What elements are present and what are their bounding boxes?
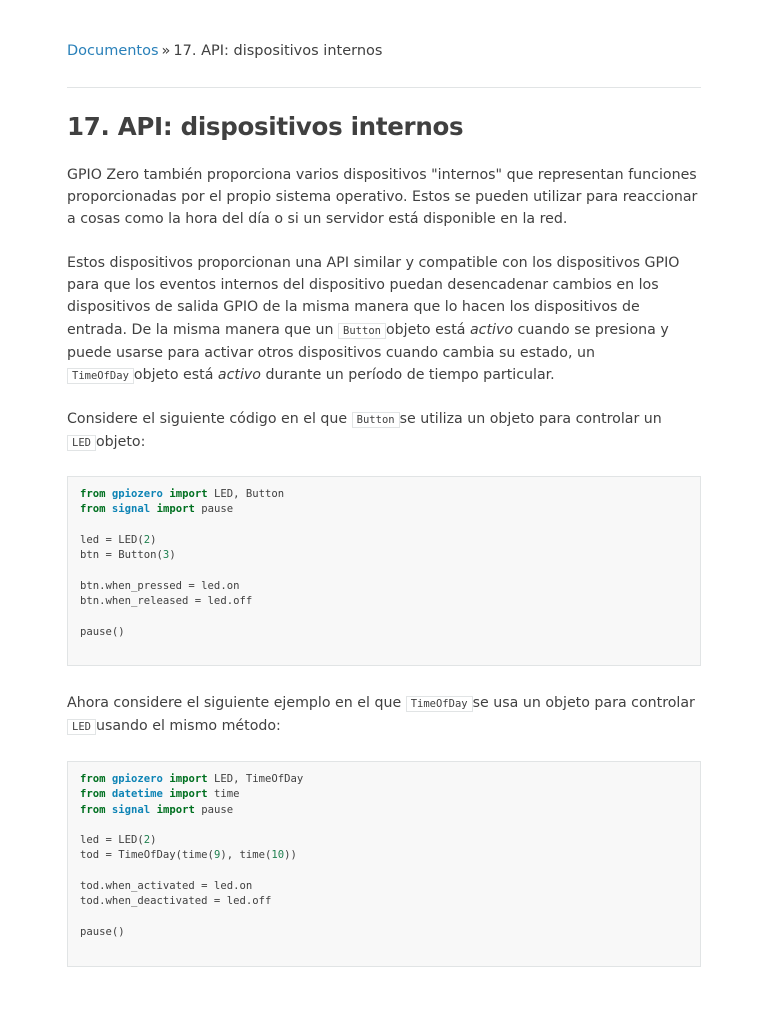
code-line: tod.when_deactivated = led.off — [80, 895, 272, 908]
code-blank-line — [80, 818, 688, 833]
code-line: tod.when_activated = led.on — [80, 880, 253, 893]
code-block-button-example[interactable] — [67, 476, 701, 666]
breadcrumb-home-link[interactable]: Documentos — [67, 43, 159, 59]
header-divider — [67, 87, 701, 88]
code-line: from datetime import time — [80, 788, 240, 801]
code-blank-line — [80, 640, 688, 655]
code-line: btn = Button(3) — [80, 549, 176, 562]
timeofday-code-literal: TimeOfDay — [406, 696, 473, 712]
code-blank-line — [80, 940, 688, 955]
code-line: from gpiozero import LED, TimeOfDay — [80, 773, 304, 785]
api-paragraph: Estos dispositivos proporcionan una API similar y compatible con los dispositivos GPIO para que los eventos internos del dispositivo puedan desencadenar cambios en los dispositivos de salida GPIO de la misma manera que lo hacen los dispositivos de entrada. De la misma manera que un Button objeto está activo cuando se presiona y puede usarse para activar otros dispositivos cuando cambia su estado, un TimeOfDay objeto está activo durante un período de tiempo particular. — [67, 255, 680, 384]
code-block-timeofday-example[interactable] — [67, 761, 701, 967]
code-line: btn.when_released = led.off — [80, 595, 253, 608]
breadcrumb-current: 17. API: dispositivos internos — [173, 43, 383, 59]
code-blank-line — [80, 518, 688, 533]
code-line: led = LED(2) — [80, 834, 157, 847]
code-blank-line — [80, 609, 688, 624]
code-line: led = LED(2) — [80, 533, 157, 546]
code-blank-line — [80, 910, 688, 925]
code-line: from gpiozero import LED, Button — [80, 488, 285, 500]
button-code-literal: Button — [338, 323, 386, 339]
led-code-literal: LED — [67, 719, 96, 735]
breadcrumb — [67, 41, 382, 61]
code-line: btn.when_pressed = led.on — [80, 579, 240, 592]
code-line: pause() — [80, 625, 125, 638]
code-line: pause() — [80, 925, 125, 938]
button-code-literal: Button — [352, 412, 400, 428]
button-example-paragraph: Considere el siguiente código en el que Button se utiliza un objeto para controlar un LED objeto: — [67, 411, 662, 451]
code-blank-line — [80, 563, 688, 578]
code-line: from signal import pause — [80, 503, 234, 516]
code-line: from signal import pause — [80, 803, 234, 816]
led-code-literal: LED — [67, 435, 96, 451]
timeofday-example-paragraph: Ahora considere el siguiente ejemplo en el que TimeOfDay se usa un objeto para controlar LED usando el mismo método: — [67, 695, 695, 735]
intro-paragraph: GPIO Zero también proporciona varios dispositivos "internos" que representan funciones proporcionadas por el propio sistema operativo. Estos se pueden utilizar para reaccionar a cosas como la hora del día o si un servidor está disponible en la red. — [67, 167, 698, 228]
code-line: tod = TimeOfDay(time(9), time(10)) — [80, 849, 297, 862]
timeofday-code-literal: TimeOfDay — [67, 368, 134, 384]
page-title: 17. API: dispositivos internos — [67, 112, 464, 141]
code-blank-line — [80, 864, 688, 879]
breadcrumb-separator: » — [161, 43, 171, 59]
